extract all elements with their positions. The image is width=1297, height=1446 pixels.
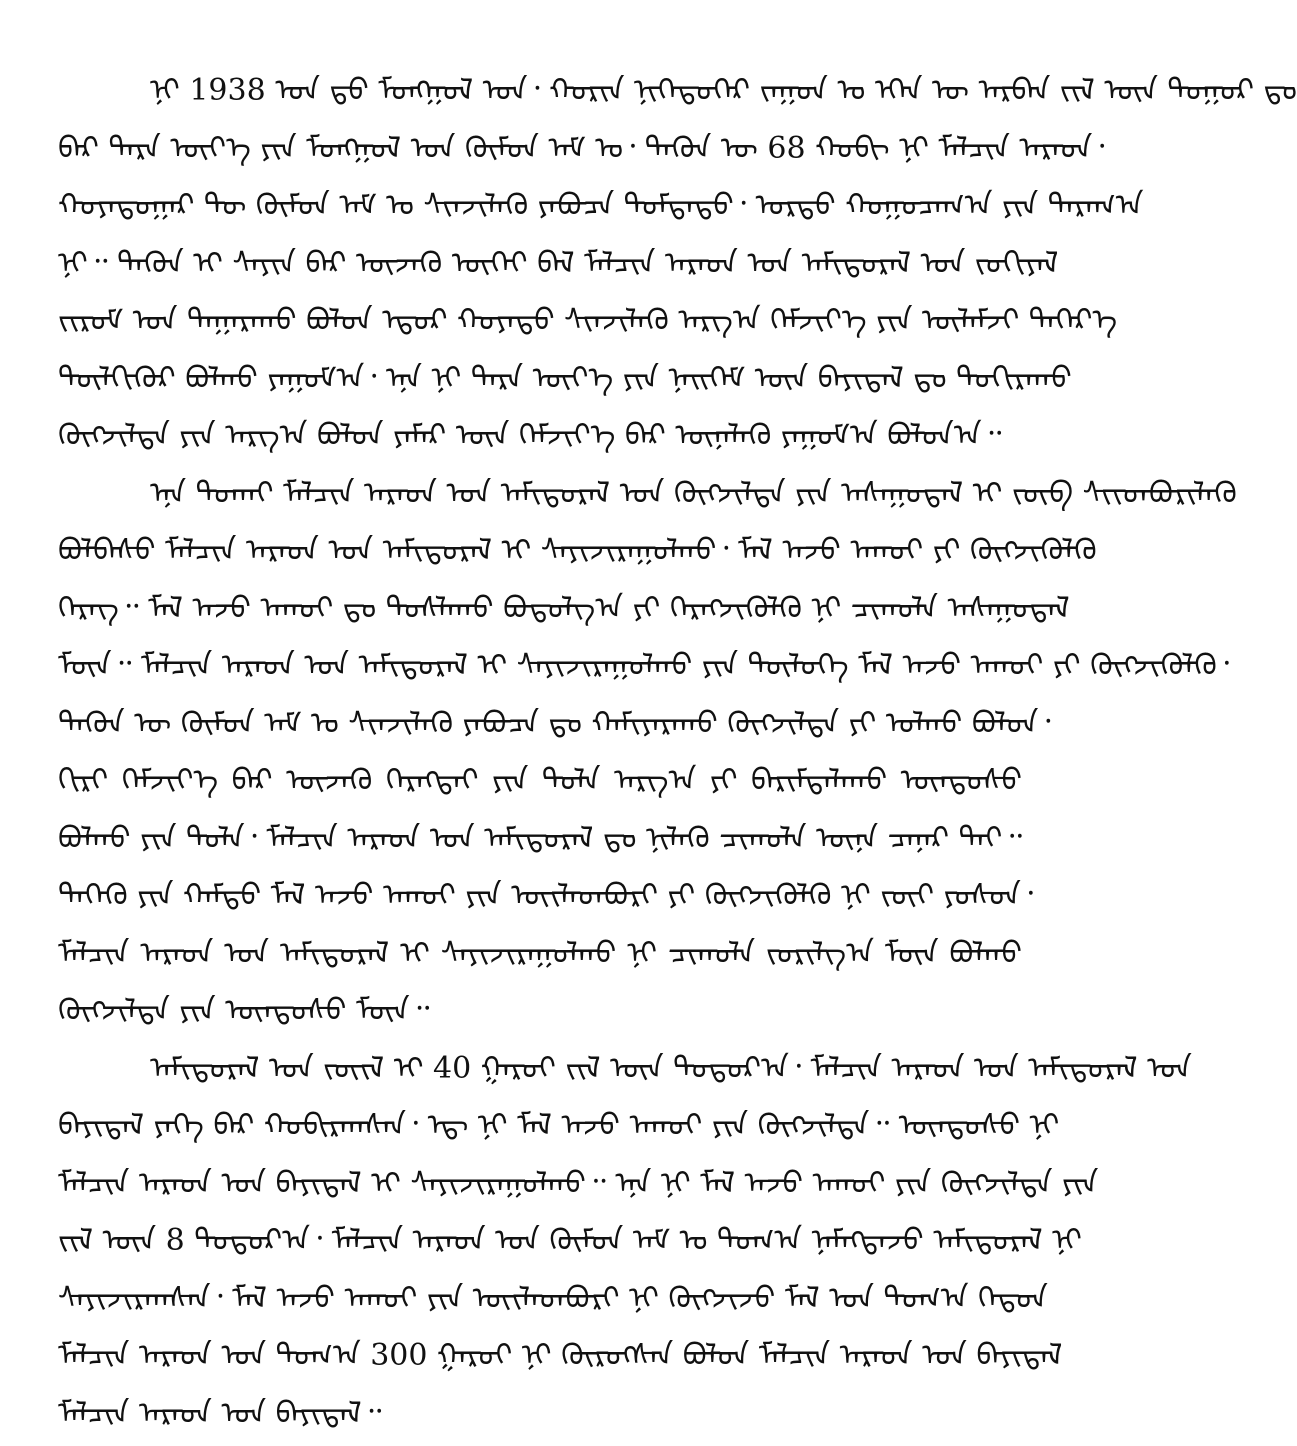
- text-line: ᠬᠥᠭᠵᠢᠯᠲᠡ ᠶᠢᠨ ᠠᠷᠭ᠎ᠠ ᠪᠣᠯᠤᠨ ᠶᠠᠮᠠᠷ ᠦᠨ ᠬᠡᠮᠵᠢᠶ᠎ᠡ ᠪᠡᠷ ᠦᠨᠡᠯᠡᠬᠦ ᠶᠠᠭᠤᠮ᠎ᠠ ᠪᠣᠯᠤᠨ᠎ᠠ᠃: [58, 418, 1002, 453]
- text-line: ᠬᠣᠶᠠᠳᠤᠭᠠᠷ ᠲᠦ ᠬᠦᠮᠦᠨ ᠠᠮ ᠤ ᠰᠢᠨᠵᠢᠯᠡᠬᠦ ᠶᠠᠪᠤᠴᠠ ᠳᠤᠮᠳᠠᠳᠤ᠂ ᠤᠷᠲᠤ ᠬᠤᠭᠤᠴᠠᠭ᠎ᠠ ᠶᠢᠨ ᠳᠠᠷᠠᠭ᠎ᠠ: [58, 188, 1144, 223]
- text-line: ᠵᠢᠯ ᠦᠨ 8 ᠳᠤᠲᠤᠷ᠎ᠠ᠂ ᠮᠠᠯᠴᠢᠨ ᠠᠷᠠᠳ ᠤᠨ ᠬᠦᠮᠦᠨ ᠠᠮ ᠤ ᠲᠣᠭ᠎ᠠ ᠨᠡᠮᠡᠭᠳᠡᠵᠦ ᠠᠮᠢᠳᠤᠷᠠᠯ ᠨᠢ: [58, 1223, 1082, 1258]
- text-line: ᠪᠠᠶᠢᠳᠠᠯ ᠶᠡᠬᠡ ᠪᠡᠷ ᠬᠤᠪᠢᠷᠠᠭᠰᠠᠨ᠂ ᠡᠳ᠋ ᠨᠢ ᠮᠠᠯ ᠠᠵᠤ ᠠᠬᠤᠢ ᠶᠢᠨ ᠬᠥᠭᠵᠢᠯᠲᠡ᠃ ᠦᠨᠳᠦᠰᠦ ᠨᠢ: [58, 1108, 1060, 1143]
- text-line: ᠬᠥᠭᠵᠢᠯᠲᠡ ᠶᠢᠨ ᠦᠨᠳᠦᠰᠦ ᠮᠥᠨ᠃: [58, 993, 430, 1028]
- text-line: ᠪᠣᠯᠪᠠᠰᠤ ᠮᠠᠯᠴᠢᠨ ᠠᠷᠠᠳ ᠤᠨ ᠠᠮᠢᠳᠤᠷᠠᠯ ᠢ ᠰᠠᠶᠢᠵᠢᠷᠠᠭᠤᠯᠬᠤ᠂ ᠮᠠᠯ ᠠᠵᠤ ᠠᠬᠤᠢ ᠶᠢ ᠬᠥᠭᠵᠢᠭᠦᠯᠬᠦ: [58, 533, 1097, 568]
- text-line: ᠬᠢᠷᠢ ᠬᠡᠮᠵᠢᠶ᠎ᠡ ᠪᠡᠷ ᠦᠵᠡᠬᠦ ᠬᠡᠷᠡᠭᠲᠡᠢ ᠶᠢᠨ ᠲᠤᠯᠠ ᠠᠷᠭ᠎ᠠ ᠶᠢ ᠪᠠᠷᠢᠮᠲᠠᠯᠠᠬᠤ ᠦᠨᠳᠦᠰᠦ: [58, 763, 1022, 798]
- document-page: [58, 62, 1297, 1432]
- text-line: ᠪᠡᠷ ᠲᠡᠷᠡ ᠦᠶ᠎ᠡ ᠶᠢᠨ ᠮᠣᠩᠭᠣᠯ ᠤᠨ ᠬᠦᠮᠦᠨ ᠠᠮ ᠤ᠂ ᠲᠡᠭᠦᠨ ᠦ 68 ᠬᠤᠪᠢ ᠨᠢ ᠮᠠᠯᠴᠢᠨ ᠠᠷᠠᠳ᠂: [58, 130, 1105, 166]
- paragraph-2: [58, 465, 1237, 1040]
- paragraph-1: [58, 62, 1297, 465]
- text-line: ᠪᠣᠯᠬᠤ ᠶᠢᠨ ᠲᠤᠯᠠ᠂ ᠮᠠᠯᠴᠢᠨ ᠠᠷᠠᠳ ᠤᠨ ᠠᠮᠢᠳᠤᠷᠠᠯ ᠳᠤ ᠨᠢᠯᠡᠭᠦ ᠴᠢᠬᠤᠯᠠ ᠦᠨᠡ ᠴᠡᠨᠡᠷ ᠲᠡᠢ᠃: [58, 820, 1022, 856]
- text-line: ᠡᠨᠡ ᠲᠤᠬᠠᠢ ᠮᠠᠯᠴᠢᠨ ᠠᠷᠠᠳ ᠤᠨ ᠠᠮᠢᠳᠤᠷᠠᠯ ᠤᠨ ᠬᠥᠭᠵᠢᠯᠲᠡ ᠶᠢᠨ ᠠᠰᠠᠭᠤᠳᠠᠯ ᠢ ᠵᠥᠪ ᠱᠢᠢᠳᠪᠦᠷᠢᠯᠡᠬᠦ: [150, 475, 1237, 511]
- text-line: ᠮᠠᠯᠴᠢᠨ ᠠᠷᠠᠳ ᠤᠨ ᠠᠮᠢᠳᠤᠷᠠᠯ ᠢ ᠰᠠᠶᠢᠵᠢᠷᠠᠭᠤᠯᠬᠤ ᠨᠢ ᠴᠢᠬᠤᠯᠠ ᠵᠣᠷᠢᠯᠭ᠎ᠠ ᠮᠥᠨ ᠪᠣᠯᠬᠤ: [58, 935, 1022, 971]
- text-line: ᠮᠠᠯᠴᠢᠨ ᠠᠷᠠᠳ ᠤᠨ ᠲᠣᠭ᠎ᠠ 300 ᠭᠠᠷᠤᠢ ᠨᠢ ᠬᠦᠷᠦᠭᠰᠡᠨ ᠪᠣᠯᠤᠨ ᠮᠠᠯᠴᠢᠨ ᠠᠷᠠᠳ ᠤᠨ ᠪᠠᠶᠢᠳᠠᠯ: [58, 1338, 1063, 1373]
- text-line: ᠲᠦᠯᠬᠢᠭᠦᠷ ᠪᠣᠯᠬᠤ ᠶᠠᠭᠤᠮ᠎ᠠ᠂ ᠡᠨᠡ ᠨᠢ ᠲᠡᠷᠡ ᠦᠶ᠎ᠡ ᠶᠢᠨ ᠨᠡᠢᠭᠡᠮ ᠦᠨ ᠪᠠᠶᠢᠳᠠᠯ ᠳᠤ ᠲᠣᠬᠢᠷᠠᠬᠤ: [58, 360, 1072, 396]
- paragraph-3: [58, 1040, 1192, 1443]
- text-line: ᠬᠡᠷᠡᠭ᠃ ᠮᠠᠯ ᠠᠵᠤ ᠠᠬᠤᠢ ᠳᠤ ᠲᠤᠰᠯᠠᠬᠤ ᠪᠣᠳᠤᠯᠭ᠎ᠠ ᠶᠢ ᠬᠡᠷᠡᠭᠵᠢᠭᠦᠯᠬᠦ ᠨᠢ ᠴᠢᠬᠤᠯᠠ ᠠᠰᠠᠭᠤᠳᠠᠯ: [58, 590, 1070, 626]
- text-line: ᠨᠢ 1938 ᠣᠨ ᠳ᠋ᠤ ᠮᠣᠩᠭᠣᠯ ᠤᠨ᠂ ᠬᠣᠷᠢᠨ ᠨᠢᠭᠡᠳᠦᠭᠡᠷ ᠵᠠᠭᠤᠨ ᠤ ᠡᠬᠡᠨ ᠦ ᠠᠷᠪᠠᠨ ᠵᠢᠯ ᠦᠨ ᠳᠤᠭᠤᠷ ᠳᠤ: [150, 73, 1297, 108]
- text-line: ᠮᠠᠯᠴᠢᠨ ᠠᠷᠠᠳ ᠤᠨ ᠪᠠᠶᠢᠳᠠᠯ ᠢ ᠰᠠᠶᠢᠵᠢᠷᠠᠭᠤᠯᠬᠤ᠃ ᠡᠨᠡ ᠨᠢ ᠮᠠᠯ ᠠᠵᠤ ᠠᠬᠤᠢ ᠶᠢᠨ ᠬᠥᠭᠵᠢᠯᠲᠡ ᠶᠢᠨ: [58, 1165, 1099, 1201]
- text-line: ᠨᠢ᠃ ᠲᠡᠭᠦᠨ ᠢ ᠰᠠᠶᠢᠨ ᠪᠠᠷ ᠦᠵᠡᠬᠦ ᠦᠭᠡᠢ ᠪᠡᠯ ᠮᠠᠯᠴᠢᠨ ᠠᠷᠠᠳ ᠤᠨ ᠠᠮᠢᠳᠤᠷᠠᠯ ᠤᠨ ᠵᠣᠬᠢᠶᠠᠯ: [58, 245, 1059, 281]
- text-line: ᠰᠠᠶᠢᠵᠢᠷᠠᠭᠰᠠᠨ᠂ ᠮᠠᠯ ᠠᠵᠤ ᠠᠬᠤᠢ ᠶᠢᠨ ᠦᠢᠯᠡᠳᠪᠦᠷᠢ ᠨᠢ ᠬᠥᠭᠵᠢᠵᠦ ᠮᠠᠯ ᠤᠨ ᠲᠣᠭ᠎ᠠ ᠬᠡᠳᠦᠨ: [58, 1280, 1048, 1316]
- text-line: ᠲᠡᠭᠡᠬᠦ ᠶᠢᠨ ᠬᠠᠮᠲᠤ ᠮᠠᠯ ᠠᠵᠤ ᠠᠬᠤᠢ ᠶᠢᠨ ᠦᠢᠯᠡᠳᠪᠦᠷᠢ ᠶᠢ ᠬᠥᠭᠵᠢᠭᠦᠯᠬᠦ ᠨᠢ ᠵᠦᠢ ᠶᠣᠰᠣᠨ᠂: [58, 878, 1033, 913]
- text-line: ᠵᠢᠷᠤᠮ ᠤᠨ ᠲᠠᠭᠠᠷᠠᠬᠤ ᠪᠣᠯᠤᠨ ᠡᠳ᠋ᠦᠷ ᠬᠣᠶᠠᠳᠤ ᠰᠢᠨᠵᠢᠯᠡᠬᠦ ᠠᠷᠭ᠎ᠠ ᠬᠡᠮᠵᠢᠶ᠎ᠡ ᠶᠢᠨ ᠦᠯᠡᠮᠵᠢ ᠳᠡᠭᠡᠷ᠎ᠡ: [58, 303, 1118, 338]
- text-line: ᠮᠠᠯᠴᠢᠨ ᠠᠷᠠᠳ ᠤᠨ ᠪᠠᠶᠢᠳᠠᠯ᠃: [58, 1395, 382, 1431]
- text-line: ᠮᠥᠨ᠃ ᠮᠠᠯᠴᠢᠨ ᠠᠷᠠᠳ ᠤᠨ ᠠᠮᠢᠳᠤᠷᠠᠯ ᠢ ᠰᠠᠶᠢᠵᠢᠷᠠᠭᠤᠯᠬᠤ ᠶᠢᠨ ᠲᠥᠯᠦᠭᠡ ᠮᠠᠯ ᠠᠵᠤ ᠠᠬᠤᠢ ᠶᠢ ᠬᠥᠭᠵᠢᠭᠦᠯᠬᠦ᠂: [58, 648, 1229, 683]
- text-line: ᠠᠮᠢᠳᠤᠷᠠᠯ ᠤᠨ ᠵᠦᠢᠯ ᠢ 40 ᠭᠠᠷᠤᠢ ᠵᠢᠯ ᠦᠨ ᠳᠤᠲᠤᠷ᠎ᠠ᠂ ᠮᠠᠯᠴᠢᠨ ᠠᠷᠠᠳ ᠤᠨ ᠠᠮᠢᠳᠤᠷᠠᠯ ᠤᠨ: [150, 1050, 1192, 1086]
- text-line: ᠲᠡᠭᠦᠨ ᠦ ᠬᠦᠮᠦᠨ ᠠᠮ ᠤ ᠰᠢᠨᠵᠢᠯᠡᠬᠦ ᠶᠠᠪᠤᠴᠠ ᠳᠤ ᠬᠠᠮᠢᠶᠠᠷᠠᠬᠤ ᠬᠥᠭᠵᠢᠯᠲᠡ ᠶᠢ ᠣᠯᠬᠤ ᠪᠣᠯᠤᠨ᠂: [58, 705, 1051, 741]
